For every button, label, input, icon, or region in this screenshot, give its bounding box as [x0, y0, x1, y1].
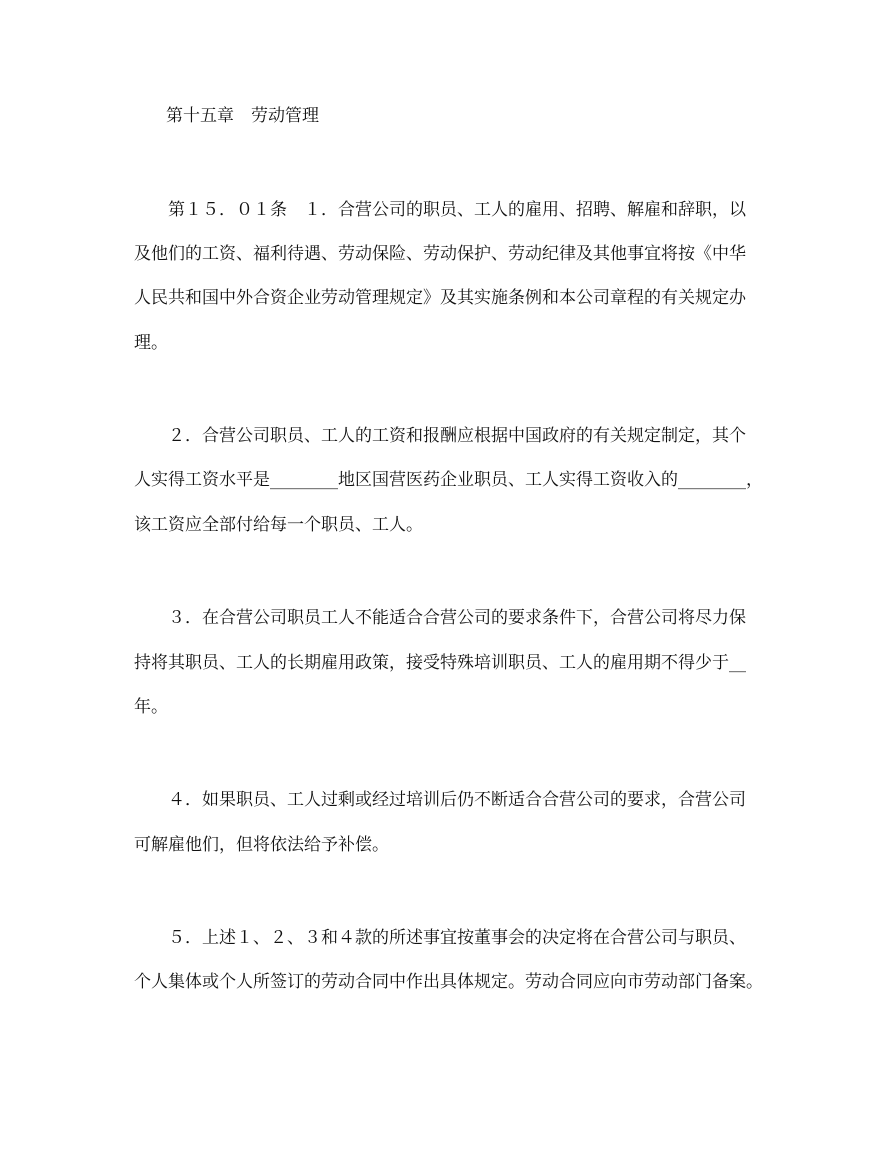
clause3-line2: 持将其职员、工人的长期雇用政策，接受特殊培训职员、工人的雇用期不得少于__ [134, 653, 746, 673]
clause5-line2: 个人集体或个人所签订的劳动合同中作出具体规定。劳动合同应向市劳动部门备案。 [134, 972, 763, 992]
clause3-line1: ３．在合营公司职员工人不能适合合营公司的要求条件下，合营公司将尽力保 [134, 608, 746, 628]
clause4-line2: 可解雇他们，但将依法给予补偿。 [134, 835, 389, 855]
clause1-line1: 第１５．０１条 １．合营公司的职员、工人的雇用、招聘、解雇和辞职，以 [134, 200, 746, 220]
clause5-line1: ５．上述１、２、３和４款的所述事宜按董事会的决定将在合营公司与职员、 [134, 928, 746, 948]
clause1-line4: 理。 [134, 333, 168, 353]
clause1-line2: 及他们的工资、福利待遇、劳动保险、劳动保护、劳动纪律及其他事宜将按《中华 [134, 244, 746, 264]
clause3-line3: 年。 [134, 697, 168, 717]
clause2-line3: 该工资应全部付给每一个职员、工人。 [134, 515, 423, 535]
clause2-line2: 人实得工资水平是________地区国营医药企业职员、工人实得工资收入的________， [134, 470, 763, 490]
chapter-title: 第十五章 劳动管理 [166, 106, 319, 126]
clause4-line1: ４．如果职员、工人过剩或经过培训后仍不断适合合营公司的要求，合营公司 [134, 790, 746, 810]
clause1-line3: 人民共和国中外合资企业劳动管理规定》及其实施条例和本公司章程的有关规定办 [134, 288, 746, 308]
clause2-line1: ２．合营公司职员、工人的工资和报酬应根据中国政府的有关规定制定，其个 [134, 426, 746, 446]
